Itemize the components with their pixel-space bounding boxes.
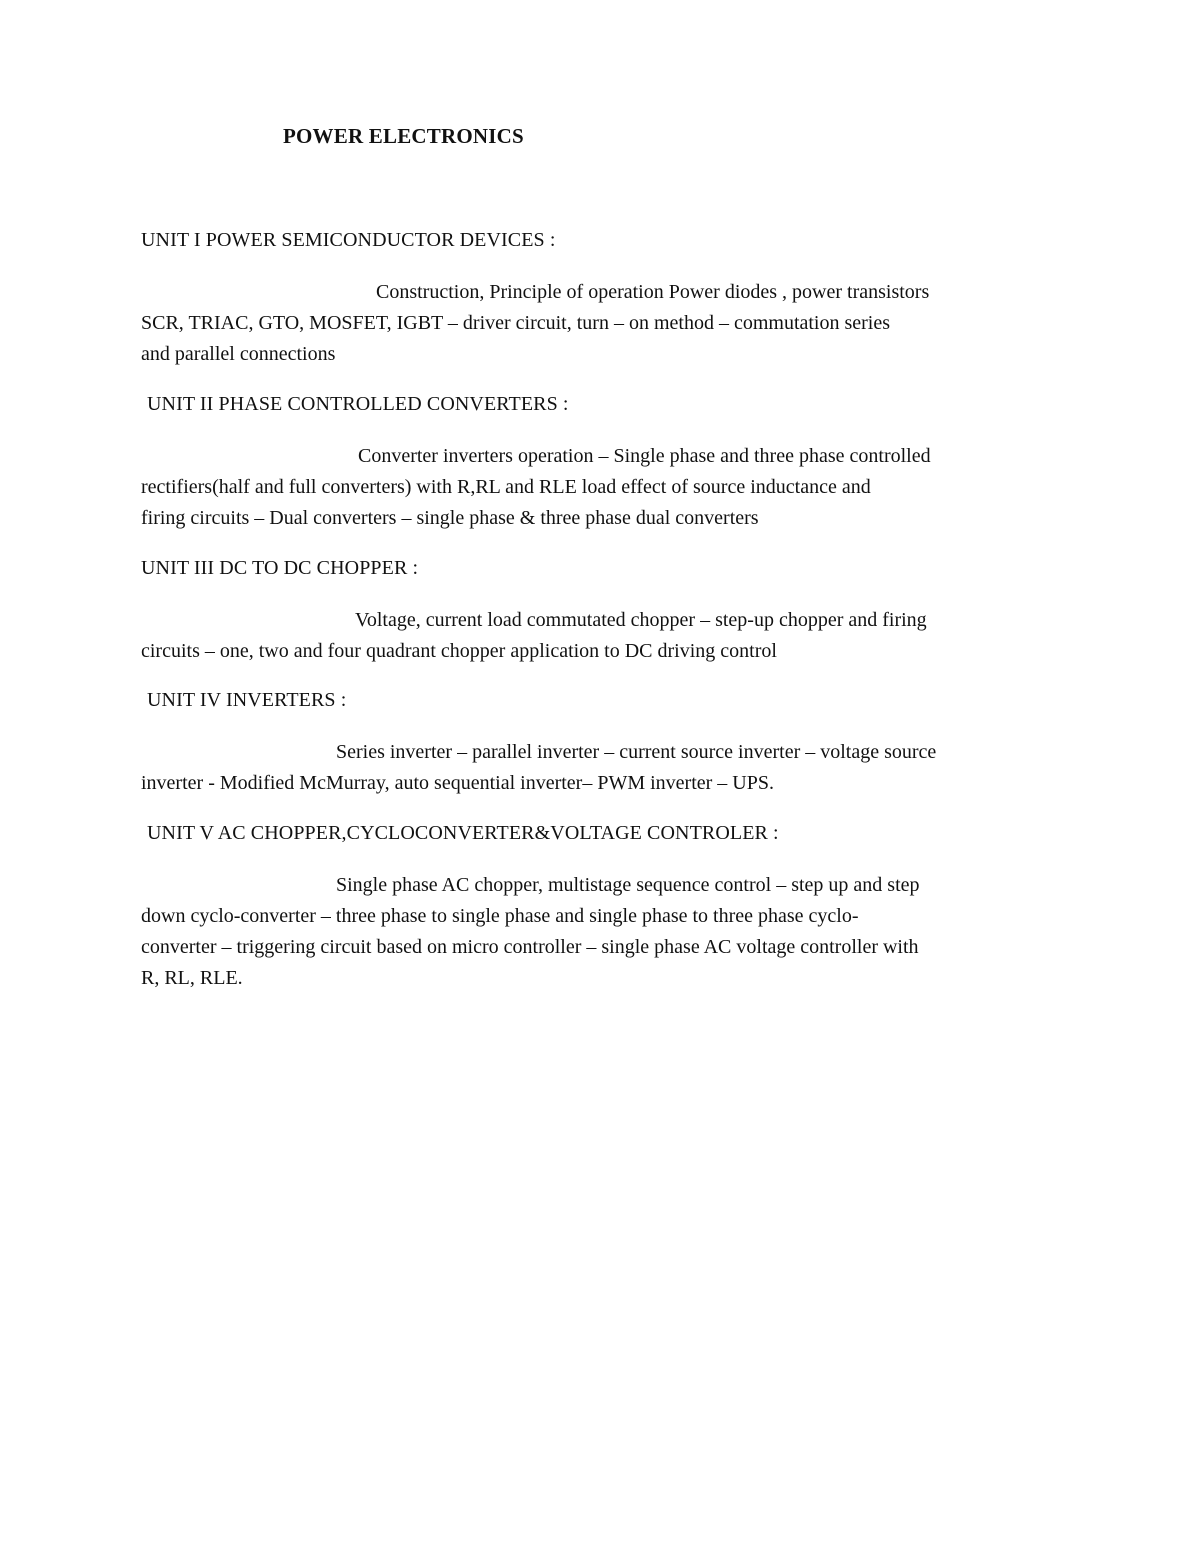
unit-2-heading: UNIT II PHASE CONTROLLED CONVERTERS : xyxy=(147,393,569,415)
unit-1-heading: UNIT I POWER SEMICONDUCTOR DEVICES : xyxy=(141,229,556,251)
unit-5-line-2: down cyclo-converter – three phase to single phase and single phase to three phase cyclo- xyxy=(141,905,859,927)
unit-1-line-1: Construction, Principle of operation Power diodes , power transistors xyxy=(376,281,930,303)
unit-2-line-2: rectifiers(half and full converters) with R,RL and RLE load effect of source inductance and xyxy=(141,476,871,498)
document-title: POWER ELECTRONICS xyxy=(283,124,524,148)
unit-4-line-2: inverter - Modified McMurray, auto sequential inverter– PWM inverter – UPS. xyxy=(141,772,774,794)
unit-2-line-1: Converter inverters operation – Single phase and three phase controlled xyxy=(358,445,931,467)
unit-3-line-2: circuits – one, two and four quadrant chopper application to DC driving control xyxy=(141,640,777,662)
unit-5-line-4: R, RL, RLE. xyxy=(141,967,243,989)
unit-1-line-3: and parallel connections xyxy=(141,343,336,365)
unit-3-line-1: Voltage, current load commutated chopper – step-up chopper and firing xyxy=(355,609,927,631)
unit-5-line-1: Single phase AC chopper, multistage sequence control – step up and step xyxy=(336,874,920,896)
unit-2-line-3: firing circuits – Dual converters – single phase & three phase dual converters xyxy=(141,507,759,529)
unit-4-heading: UNIT IV INVERTERS : xyxy=(147,689,347,711)
unit-1-line-2: SCR, TRIAC, GTO, MOSFET, IGBT – driver circuit, turn – on method – commutation series xyxy=(141,312,891,334)
unit-5-heading: UNIT V AC CHOPPER,CYCLOCONVERTER&VOLTAGE CONTROLER : xyxy=(147,822,779,844)
unit-5-line-3: converter – triggering circuit based on micro controller – single phase AC voltage controller with xyxy=(141,936,919,958)
unit-4-line-1: Series inverter – parallel inverter – current source inverter – voltage source xyxy=(336,741,937,763)
unit-3-heading: UNIT III DC TO DC CHOPPER : xyxy=(141,557,419,579)
